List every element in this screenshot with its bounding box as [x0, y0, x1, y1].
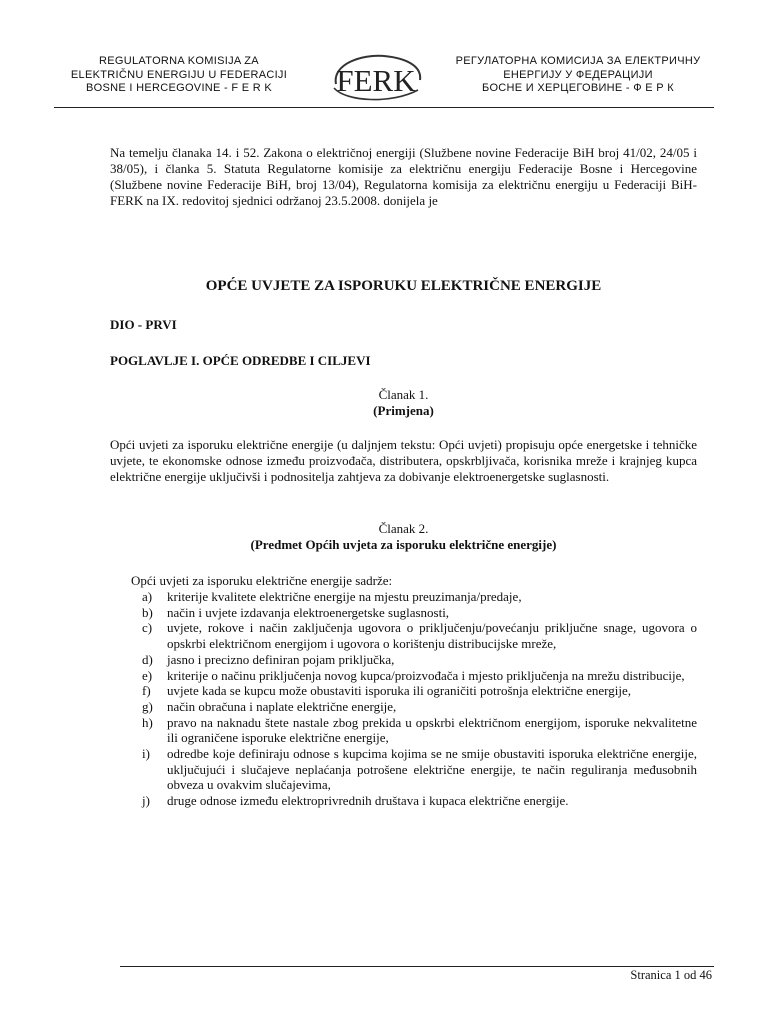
page-number: Stranica 1 od 46 [630, 968, 712, 982]
list-item-text: druge odnose između elektroprivrednih društava i kupaca električne energije. [167, 793, 569, 809]
list-item-text: jasno i precizno definiran pojam priključka, [167, 651, 395, 667]
list-item [142, 683, 697, 699]
list-item [142, 699, 697, 715]
list-item [142, 589, 697, 605]
article-2-lead: Opći uvjeti za isporuku električne energije sadrže: [131, 573, 393, 588]
list-item-text: pravo na naknadu štete nastale zbog prekida u opskrbi električnom energijom, isporuke nekvalitetne ili ograničene isporuke električne energije, [167, 714, 697, 746]
list-item-letter: b) [142, 604, 153, 620]
ferk-logo [322, 50, 430, 104]
list-item [142, 652, 697, 668]
list-item-text: kriterije o načinu priključenja novog kupca/proizvođača i mjesto priključenja na mrežu distribucije, [167, 667, 685, 683]
list-item-text: kriterije kvalitete električne energije na mjestu preuzimanja/predaje, [167, 589, 522, 604]
article-1-text: Opći uvjeti za isporuku električne energije (u daljnjem tekstu: Opći uvjeti) propisuju opće energetske i tehničke uvjete, te ekonomske odnose između proizvođača, distributera, opskrbljivača, korisnika mreže i krajnjeg kupca električne energije uključivši i podnositelja zahtjeva za dobivanje elektroenergetske suglasnosti. [110, 437, 697, 484]
header-left-org-name [58, 55, 300, 96]
list-item-letter: g) [142, 698, 153, 714]
header-right-line-1: РЕГУЛАТОРНА КОМИСИЈА ЗА ЕЛЕКТРИЧНУ [455, 55, 701, 67]
logo-text: FERK [336, 63, 416, 98]
intro-paragraph: Na temelju članaka 14. i 52. Zakona o električnoj energiji (Službene novine Federacije BiH broj 41/02, 24/05 i 38/05), i članka 5. Statuta Regulatorne komisije za električnu energiju Federacije Bosne i Hercegovine (Službene novine Federacije BiH, broj 13/04), Regulatorna komisija za električnu energiju u Federaciji BiH-FERK na IX. redovitoj sjednici održanoj 23.5.2008. donijela je [110, 145, 697, 208]
header-right-line-3: БОСНЕ И ХЕРЦЕГОВИНЕ - Ф Е Р К [482, 82, 674, 94]
header-divider [54, 107, 714, 108]
part-heading: DIO - PRVI [110, 317, 177, 332]
article-1-heading [110, 387, 697, 419]
header-left-line-3: BOSNE I HERCEGOVINE - F E R K [86, 82, 272, 94]
list-item-text: uvjete kada se kupcu može obustaviti isporuka ili ograničiti potrošnja električne energije, [167, 683, 632, 699]
list-item-letter: f) [142, 683, 151, 699]
article-2-heading [110, 521, 697, 553]
footer-divider [120, 966, 714, 967]
header-right-line-2: ЕНЕРГИЈУ У ФЕДЕРАЦИЈИ [503, 68, 653, 81]
list-item [142, 746, 697, 793]
list-item-letter: a) [142, 589, 153, 604]
header-left-line-2: ELEKTRIČNU ENERGIJU U FEDERACIJI [70, 68, 288, 81]
list-item [142, 715, 697, 746]
list-item-letter: e) [142, 667, 153, 683]
header-right-org-name [442, 55, 714, 96]
article-2-subtitle: (Predmet Općih uvjeta za isporuku električne energije) [250, 537, 557, 552]
list-item-text: način i uvjete izdavanja elektroenergetske suglasnosti, [167, 604, 450, 620]
article-1-subtitle: (Primjena) [373, 403, 434, 418]
list-item-letter: d) [142, 651, 153, 667]
list-item [142, 605, 697, 621]
list-item [142, 793, 697, 809]
document-title: OPĆE UVJETE ZA ISPORUKU ELEKTRIČNE ENERGIJE [205, 278, 602, 294]
list-item-text: način obračuna i naplate električne energije, [167, 698, 397, 714]
list-item-letter: h) [142, 714, 153, 730]
chapter-heading: POGLAVLJE I. OPĆE ODREDBE I CILJEVI [110, 353, 371, 368]
list-item-text: uvjete, rokove i način zaključenja ugovora o priključenju/povećanju priključne snage, ugovora o opskrbi električnom energijom i ugovora o korištenju distribucijske mreže, [167, 620, 697, 652]
header-left-line-1: REGULATORNA KOMISIJA ZA [99, 55, 259, 67]
list-item-letter: j) [142, 793, 150, 809]
list-item [142, 668, 697, 684]
article-1-number: Članak 1. [378, 387, 429, 402]
article-2-list [142, 589, 697, 809]
article-2-number: Članak 2. [378, 521, 429, 536]
list-item-text: odredbe koje definiraju odnose s kupcima kojima se ne smije obustaviti isporuka električne energije, uključujući i slučajeve neplaćanja potrošene električne energije, te način reguliranja međusobnih obveza u ovakvim slučajevima, [167, 746, 697, 793]
list-item-letter: i) [142, 746, 150, 762]
list-item [142, 620, 697, 651]
list-item-letter: c) [142, 620, 153, 636]
